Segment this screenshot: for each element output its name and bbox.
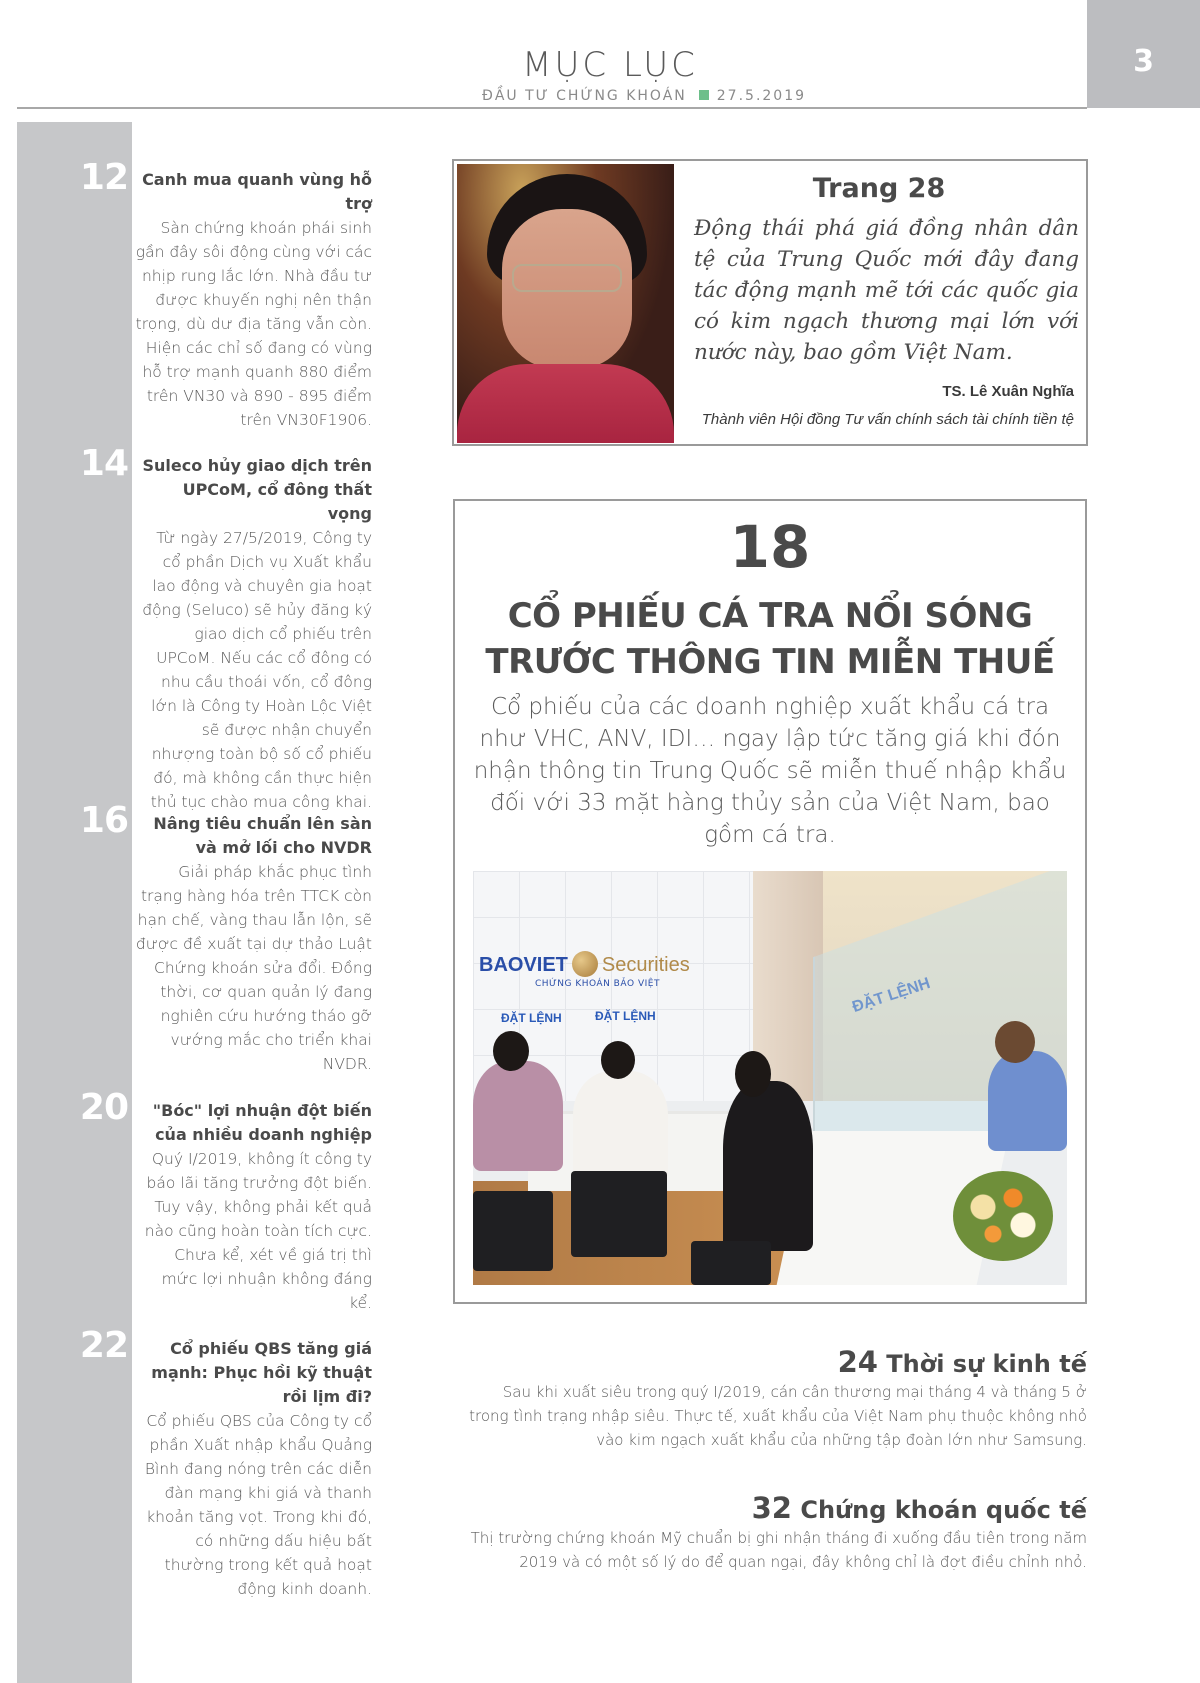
page-number: 3 (1133, 44, 1154, 79)
left-sidebar-bar (17, 122, 132, 1683)
feature-headline[interactable] (455, 593, 1085, 685)
quote-text: Động thái phá giá đồng nhân dân tệ của Trung Quốc mới đây đang tác động mạnh mẽ tới các quốc gia có kim ngạch thương mại lớn với nước này, bao gồm Việt Nam. (694, 216, 1079, 365)
toc-page-number: 16 (79, 800, 128, 841)
toc-summary: Quý I/2019, không ít công ty báo lãi tăng trưởng đột biến. Tuy vậy, không phải kết quả nào cũng hoàn toàn tích cực. Chưa kể, xét về giá trị thì mức lợi nhuận không đáng kể. (144, 1150, 372, 1312)
masthead (0, 0, 1200, 110)
globe-icon (572, 951, 598, 977)
toc-headline[interactable]: Canh mua quanh vùng hỗ trợ (142, 170, 372, 213)
toc-headline[interactable]: "Bóc" lợi nhuận đột biến của nhiều doanh nghiệp (152, 1101, 372, 1144)
brand-logo: BAOVIET Securities (479, 951, 690, 977)
toc-page-number: 22 (79, 1325, 128, 1366)
toc-page-number: 14 (79, 443, 128, 484)
toc-summary: Cổ phiếu QBS của Công ty cổ phần Xuất nhập khẩu Quảng Bình đang nóng trên các diễn đàn mạng khi giá và thanh khoản tăng vọt. Trong khi đó, có những dấu hiệu bất thường trong kết quả hoạt động kinh doanh. (144, 1412, 372, 1598)
feature-page-number: 18 (729, 513, 811, 581)
feature-photo (473, 871, 1067, 1285)
toc-headline[interactable]: Cổ phiếu QBS tăng giá mạnh: Phục hồi kỹ thuật rồi lịm đi? (151, 1339, 372, 1406)
toc-headline[interactable]: Suleco hủy giao dịch trên UPCoM, cổ đông thất vọng (142, 456, 372, 523)
flower-bouquet (953, 1171, 1053, 1261)
toc-headline[interactable]: Nâng tiêu chuẩn lên sàn và mở lối cho NVDR (153, 814, 372, 857)
counter-sign: ĐẶT LỆNH (850, 974, 933, 1017)
article-page-number: 24 (837, 1345, 878, 1379)
quote-author-role: Thành viên Hội đồng Tư vấn chính sách tài chính tiền tệ (701, 411, 1074, 428)
quote-box[interactable] (452, 159, 1088, 446)
counter-sign: ĐẶT LỆNH (595, 1009, 656, 1023)
article-headline[interactable]: 24 Thời sự kinh tế (837, 1345, 1087, 1379)
quote-page-label[interactable]: Trang 28 (812, 173, 946, 204)
portrait-photo (457, 164, 674, 443)
feature-lead: Cổ phiếu của các doanh nghiệp xuất khẩu cá tra như VHC, ANV, IDI… ngay lập tức tăng giá khi đón nhận thông tin Trung Quốc sẽ miễn thuế nhập khẩu đối với 33 mặt hàng thủy sản của Việt Nam, bao gồm cá tra. (473, 694, 1067, 848)
feature-headline-line-2: TRƯỚC THÔNG TIN MIỄN THUẾ (485, 642, 1055, 682)
article-summary: Thị trường chứng khoán Mỹ chuẩn bị ghi nhận tháng đi xuống đầu tiên trong năm 2019 và có một số lý do để quan ngại, đây không chỉ là đợt điều chỉnh nhỏ. (470, 1529, 1087, 1571)
page-title: MỤC LỤC (522, 45, 698, 85)
toc-summary: Giải pháp khắc phục tình trạng hàng hóa trên TTCK còn hạn chế, vàng thau lẫn lộn, sẽ được đề xuất tại dự thảo Luật Chứng khoán sửa đổi. Đồng thời, cơ quan quản lý đang nghiên cứu hướng tháo gỡ vướng mắc cho triển khai NVDR. (135, 863, 372, 1073)
toc-summary: Từ ngày 27/5/2019, Công ty cổ phần Dịch vụ Xuất khẩu lao động và chuyên gia hoạt động (Seluco) sẽ hủy đăng ký giao dịch cổ phiếu trên UPCoM. Nếu các cổ đông có nhu cầu thoái vốn, cổ đông lớn là Công ty Hoàn Lộc Việt sẽ được nhận chuyển nhượng toàn bộ số cổ phiếu đó, mà không cần thực hiện thủ tục chào mua công khai. (142, 529, 372, 811)
header-divider (17, 107, 1087, 109)
toc-page-number: 20 (79, 1087, 128, 1128)
quote-author: TS. Lê Xuân Nghĩa (942, 383, 1074, 400)
page-number-tab (1087, 0, 1200, 108)
feature-article-box[interactable] (453, 499, 1087, 1304)
article-summary: Sau khi xuất siêu trong quý I/2019, cán cân thương mại tháng 4 và tháng 5 ở trong tình trạng nhập siêu. Thực tế, xuất khẩu của Việt Nam phụ thuộc không nhỏ vào kim ngạch xuất khẩu của những tập đoàn lớn như Samsung. (469, 1383, 1087, 1449)
article-headline[interactable]: 32 Chứng khoán quốc tế (751, 1491, 1087, 1525)
glasses-icon (512, 264, 622, 292)
issue-date: 27.5.2019 (716, 88, 807, 104)
toc-summary: Sàn chứng khoán phái sinh gần đây sôi động cùng với các nhịp rung lắc lớn. Nhà đầu tư được khuyến nghị nên thận trọng, dù dư địa tăng vẫn còn. Hiện các chỉ số đang có vùng hỗ trợ mạnh quanh 880 điểm trên VN30 và 890 - 895 điểm trên VN30F1906. (135, 219, 372, 429)
article-item[interactable] (467, 1492, 1087, 1574)
article-item[interactable] (467, 1346, 1087, 1452)
counter-sign: ĐẶT LỆNH (501, 1011, 562, 1025)
feature-headline-line-1: CỔ PHIẾU CÁ TRA NỔI SÓNG (507, 596, 1033, 636)
publication-line (482, 88, 806, 104)
green-square-icon (699, 90, 709, 100)
toc-page-number: 12 (79, 157, 128, 198)
publication-name: ĐẦU TƯ CHỨNG KHOÁN (482, 88, 687, 104)
brand-subtitle: CHỨNG KHOÁN BẢO VIỆT (535, 979, 660, 989)
article-page-number: 32 (751, 1491, 792, 1525)
